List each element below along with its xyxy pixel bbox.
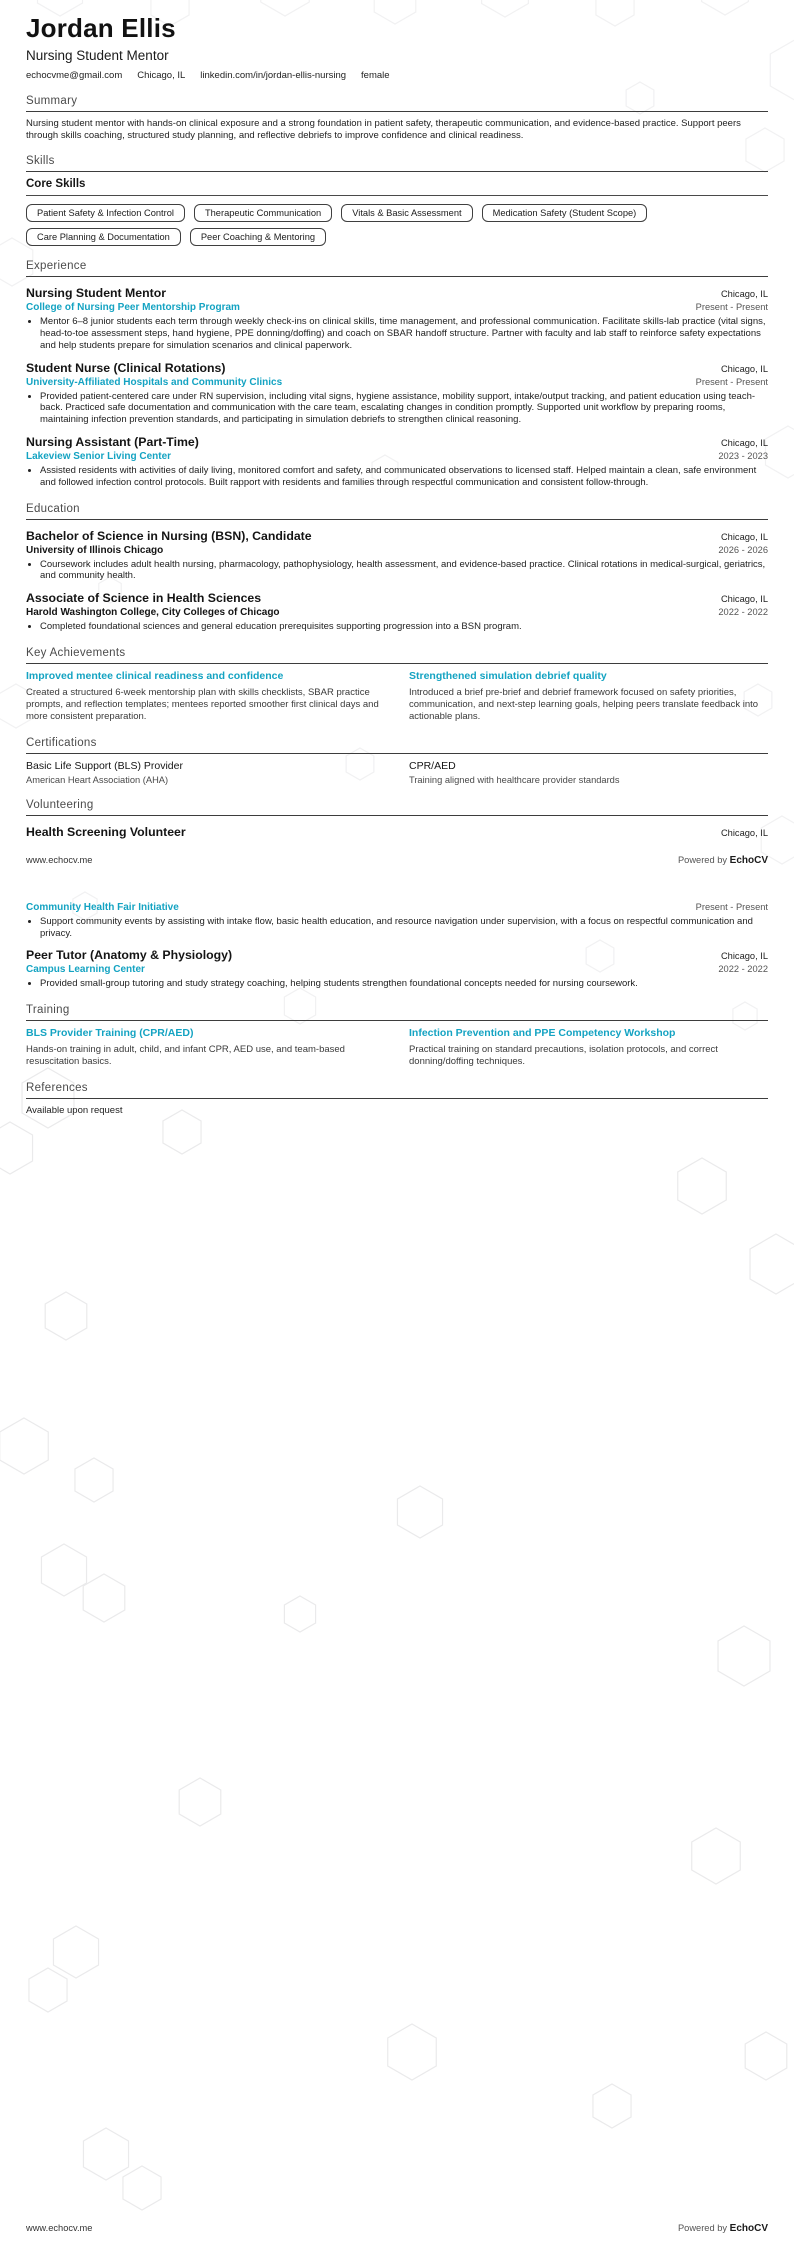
job-title: Student Nurse (Clinical Rotations): [26, 360, 226, 375]
degree-bullet: • Coursework includes adult health nursing, pharmacology, pathophysiology, health assessment, and evidence-based practice. Clinical rotations in medical-surgical, geriatrics, and community health.: [40, 559, 768, 583]
achievement-item: [409, 670, 768, 723]
brand-name: EchoCV: [729, 2223, 768, 2234]
entry-title-row: [26, 825, 768, 839]
contact-gender: female: [361, 69, 390, 81]
achievement-title: Improved mentee clinical readiness and confidence: [26, 669, 284, 682]
school-name: University of Illinois Chicago: [26, 544, 164, 556]
job-title: Nursing Student Mentor: [26, 286, 167, 301]
education-entry: [26, 529, 768, 583]
section-skills: [26, 155, 768, 246]
section-references: [26, 1082, 768, 1117]
powered-by-label: Powered by: [677, 2223, 728, 2233]
certification-issuer: Training aligned with healthcare provider standards: [409, 774, 620, 785]
contact-location: Chicago, IL: [137, 69, 186, 81]
certification-item: [26, 760, 385, 785]
job-company: Lakeview Senior Living Center: [26, 451, 172, 463]
training-text: Hands-on training in adult, child, and infant CPR, AED use, and team-based resuscitation basics.: [26, 1044, 345, 1068]
degree-bullets: [26, 559, 768, 583]
volunteer-entry-part2: [26, 902, 768, 940]
section-key-achievements: [26, 647, 768, 723]
job-dates: Present - Present: [695, 302, 768, 313]
training-item: [409, 1027, 768, 1068]
hex-group-bottom: [0, 1068, 794, 2210]
certification-issuer: American Heart Association (AHA): [26, 774, 169, 785]
volunteer-location: Chicago, IL: [720, 951, 768, 962]
education-heading: Education: [26, 503, 768, 520]
footer-powered-by[interactable]: [678, 2223, 768, 2234]
entry-title-row: [26, 591, 768, 605]
volunteer-dates: 2022 - 2022: [718, 964, 768, 975]
experience-heading: Experience: [26, 260, 768, 277]
experience-entry: [26, 361, 768, 426]
candidate-title: Nursing Student Mentor: [26, 47, 169, 63]
page2-content: [26, 902, 768, 1117]
training-heading: Training: [26, 1004, 768, 1021]
entry-title-row: [26, 361, 768, 375]
page2-footer: [26, 2223, 768, 2234]
page1-footer: [26, 855, 768, 866]
job-location: Chicago, IL: [720, 363, 768, 374]
degree-title: Associate of Science in Health Sciences: [26, 591, 262, 606]
skill-pill: Therapeutic Communication: [194, 204, 332, 222]
experience-entry: [26, 435, 768, 489]
skill-pill: Care Planning & Documentation: [26, 228, 181, 246]
volunteer-entry: [26, 948, 768, 990]
section-education: [26, 503, 768, 633]
job-company: University-Affiliated Hospitals and Community Clinics: [26, 376, 283, 388]
achievement-item: [26, 670, 385, 723]
degree-dates: 2026 - 2026: [718, 544, 768, 555]
section-summary: [26, 95, 768, 142]
skills-list: [26, 204, 768, 246]
skill-pill: Peer Coaching & Mentoring: [190, 228, 326, 246]
entry-company-row: [26, 902, 768, 913]
references-text: Available upon request: [26, 1104, 123, 1116]
achievements-heading: Key Achievements: [26, 647, 768, 664]
entry-company-row: [26, 451, 768, 462]
entry-school-row: [26, 545, 768, 556]
summary-heading: Summary: [26, 95, 768, 112]
degree-bullet: • Completed foundational sciences and general education prerequisites supporting progression into a BSN program.: [40, 621, 768, 633]
volunteer-bullet: • Provided small-group tutoring and study strategy coaching, helping students strengthen foundational concepts needed for nursing coursework.: [40, 978, 768, 990]
job-bullet: • Mentor 6–8 junior students each term through weekly check-ins on clinical skills, time management, and professional communication. Facilitate skills-lab practice (vital signs, head-to-toe assessment steps, hand hygiene, PPE donning/doffing) and coach on SBAR handoff structure. Partner with faculty and lab staff to reinforce safety expectations and help students prepare for simulation scenarios and clinical paperwork.: [40, 316, 768, 351]
certification-item: [409, 760, 768, 785]
volunteer-bullets: [26, 916, 768, 940]
references-heading: References: [26, 1082, 768, 1099]
achievement-text: Created a structured 6-week mentorship plan with skills checklists, SBAR practice prompts, and reflection templates; mentees reported smoother first clinical days and more consistent preparation.: [26, 686, 379, 722]
training-title: BLS Provider Training (CPR/AED): [26, 1027, 194, 1040]
achievement-text: Introduced a brief pre-brief and debrief framework focused on safety priorities, communication, and next-step learning goals, helping peers translate feedback into actionable plans.: [409, 686, 759, 722]
job-bullets: [26, 391, 768, 426]
section-certifications: [26, 737, 768, 785]
degree-dates: 2022 - 2022: [718, 607, 768, 618]
degree-title: Bachelor of Science in Nursing (BSN), Candidate: [26, 528, 312, 543]
brand-name: EchoCV: [729, 854, 768, 866]
skill-pill: Medication Safety (Student Scope): [482, 204, 648, 222]
candidate-name: Jordan Ellis: [26, 13, 176, 43]
certifications-heading: Certifications: [26, 737, 768, 754]
job-bullet: • Provided patient-centered care under RN supervision, including vital signs, hygiene assistance, mobility support, intake/output tracking, and patient education using teach-back. Practiced safe documentation and communication with the care team, escalating changes in condition promptly. Supported unit workflow by preparing rooms, maintaining infection prevention standards, and participating in simulation debriefs to strengthen clinical reasoning.: [40, 391, 768, 426]
achievement-title: Strengthened simulation debrief quality: [409, 669, 607, 682]
degree-bullets: [26, 621, 768, 633]
entry-title-row: [26, 435, 768, 449]
training-item: [26, 1027, 385, 1068]
contact-linkedin[interactable]: linkedin.com/in/jordan-ellis-nursing: [200, 69, 347, 81]
volunteer-organization: Community Health Fair Initiative: [26, 901, 179, 913]
contact-email[interactable]: echocvme@gmail.com: [26, 69, 123, 81]
school-name: Harold Washington College, City Colleges of Chicago: [26, 607, 280, 619]
job-bullets: [26, 316, 768, 351]
certification-title: Basic Life Support (BLS) Provider: [26, 759, 183, 772]
section-volunteering: [26, 799, 768, 839]
experience-entry: [26, 286, 768, 351]
volunteer-bullet: • Support community events by assisting with intake flow, basic health education, and resource navigation under supervision, with a focus on respectful communication and privacy.: [40, 916, 768, 940]
volunteer-title: Health Screening Volunteer: [26, 824, 186, 839]
resume-header: [26, 14, 768, 81]
section-training: [26, 1004, 768, 1068]
volunteer-bullets: [26, 978, 768, 990]
certification-title: CPR/AED: [409, 759, 456, 772]
entry-company-row: [26, 377, 768, 388]
degree-location: Chicago, IL: [720, 594, 768, 605]
volunteer-entry-part1: [26, 825, 768, 839]
training-columns: [26, 1027, 768, 1068]
powered-by-label: Powered by: [677, 854, 728, 865]
section-experience: [26, 260, 768, 488]
job-company: College of Nursing Peer Mentorship Program: [26, 302, 240, 314]
education-entry: [26, 591, 768, 633]
job-location: Chicago, IL: [720, 438, 768, 449]
skill-pill: Patient Safety & Infection Control: [26, 204, 185, 222]
job-location: Chicago, IL: [720, 289, 768, 300]
resume-content: [0, 0, 794, 1117]
job-title: Nursing Assistant (Part-Time): [26, 435, 199, 450]
entry-title-row: [26, 286, 768, 300]
entry-company-row: [26, 302, 768, 313]
training-title: Infection Prevention and PPE Competency Workshop: [409, 1027, 676, 1040]
entry-title-row: [26, 529, 768, 543]
volunteer-title: Peer Tutor (Anatomy & Physiology): [26, 948, 233, 963]
certifications-columns: [26, 760, 768, 785]
training-text: Practical training on standard precautions, isolation protocols, and correct donning/doffing techniques.: [409, 1044, 718, 1068]
footer-website[interactable]: www.echocv.me: [26, 2223, 93, 2233]
job-bullets: [26, 465, 768, 489]
footer-powered-by[interactable]: [678, 855, 768, 866]
skills-group-title: Core Skills: [26, 178, 768, 196]
job-dates: Present - Present: [695, 376, 768, 387]
summary-text: Nursing student mentor with hands-on clinical exposure and a strong foundation in patient safety, therapeutic communication, and evidence-based practice. Support peers through skills coaching, structured study planning, and reflective debriefs to improve confidence and clinical readiness.: [26, 117, 741, 141]
volunteer-location: Chicago, IL: [720, 827, 768, 838]
skill-pill: Vitals & Basic Assessment: [341, 204, 472, 222]
volunteer-organization: Campus Learning Center: [26, 964, 145, 976]
job-bullet: • Assisted residents with activities of daily living, monitored comfort and safety, and communicated observations to licensed staff. Helped maintain a clean, safe environment and followed infection control protocols. Built rapport with residents and families through respectful communication and consistent follow-through.: [40, 465, 768, 489]
skills-heading: Skills: [26, 155, 768, 172]
job-dates: 2023 - 2023: [718, 451, 768, 462]
footer-website[interactable]: www.echocv.me: [26, 854, 93, 865]
volunteering-heading: Volunteering: [26, 799, 768, 816]
contact-row: [26, 70, 768, 81]
degree-location: Chicago, IL: [720, 531, 768, 542]
volunteer-dates: Present - Present: [695, 901, 768, 912]
achievements-columns: [26, 670, 768, 723]
entry-company-row: [26, 964, 768, 975]
entry-title-row: [26, 948, 768, 962]
entry-school-row: [26, 607, 768, 618]
